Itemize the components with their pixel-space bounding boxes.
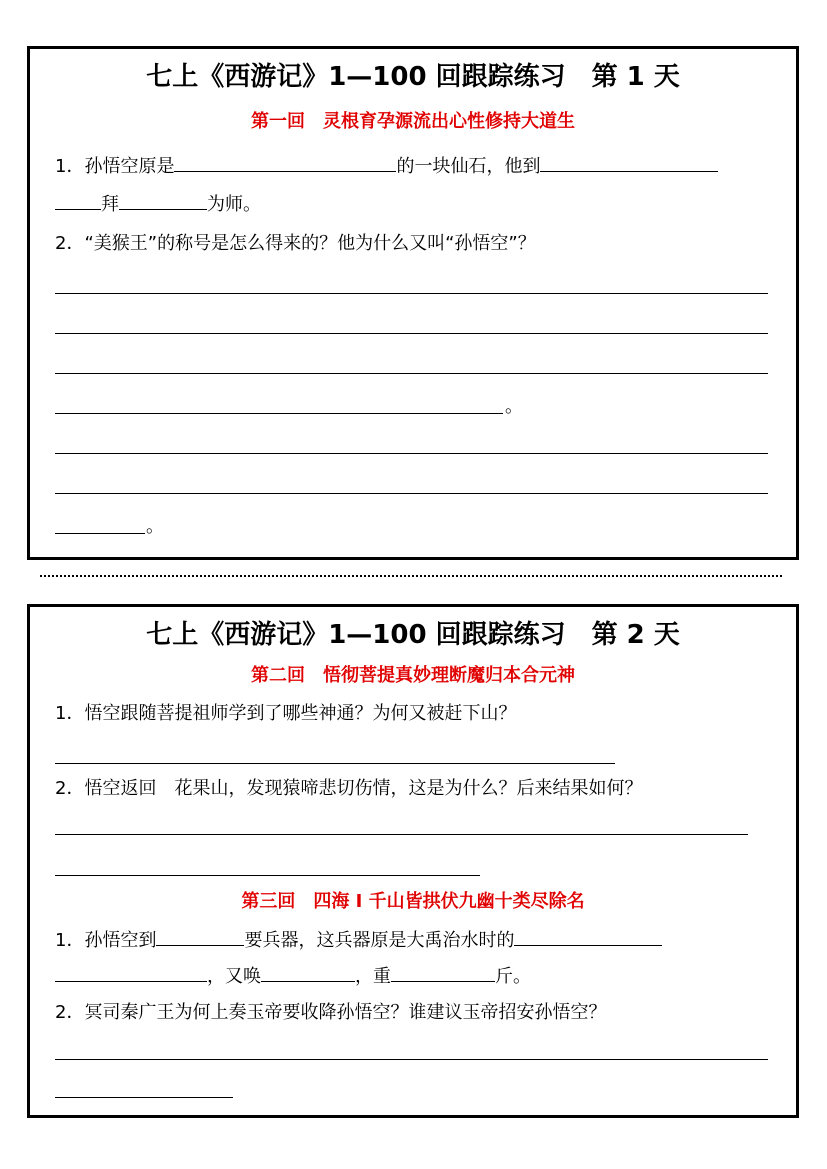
chapter-heading-3: 第三回 四海 I 千山皆拱伏九幽十类尽除名 bbox=[241, 891, 585, 912]
period-mark: 。 bbox=[146, 516, 164, 537]
question-1: 1．悟空跟随菩提祖师学到了哪些神通？为何又被赶下山？ bbox=[55, 703, 517, 724]
answer-blank[interactable] bbox=[119, 191, 207, 210]
answer-line[interactable] bbox=[55, 763, 615, 764]
worksheet-day-2 bbox=[27, 604, 799, 1118]
question-1-line-2: 拜 为师。 bbox=[55, 191, 261, 217]
page-title: 七上《西游记》1—100 回跟踪练习 第 1 天 bbox=[146, 62, 680, 92]
answer-blank[interactable] bbox=[55, 191, 101, 210]
answer-line[interactable] bbox=[55, 293, 768, 294]
answer-line[interactable] bbox=[55, 373, 768, 374]
question-4: 2．冥司秦广王为何上奏玉帝要收降孙悟空？谁建议玉帝招安孙悟空？ bbox=[55, 1002, 607, 1023]
answer-blank[interactable] bbox=[514, 927, 662, 946]
answer-line[interactable] bbox=[55, 834, 748, 835]
period-mark: 。 bbox=[505, 396, 523, 417]
answer-line[interactable] bbox=[55, 493, 768, 494]
worksheet-day-1 bbox=[27, 46, 799, 560]
chapter-heading-2: 第二回 悟彻菩提真妙理断魔归本合元神 bbox=[251, 665, 575, 686]
answer-blank[interactable] bbox=[261, 963, 355, 982]
chapter-heading-1: 第一回 灵根育孕源流出心性修持大道生 bbox=[251, 111, 575, 132]
answer-blank[interactable] bbox=[55, 963, 207, 982]
page-title: 七上《西游记》1—100 回跟踪练习 第 2 天 bbox=[146, 620, 680, 650]
dotted-separator bbox=[40, 575, 782, 577]
question-1-line-1: 1．孙悟空原是 的一块仙石，他到 bbox=[55, 153, 718, 179]
answer-line[interactable] bbox=[55, 875, 480, 876]
answer-blank[interactable] bbox=[174, 153, 396, 172]
question-3-line-1: 1．孙悟空到 要兵器，这兵器原是大禹治水时的 bbox=[55, 927, 662, 953]
answer-line[interactable] bbox=[55, 1059, 768, 1060]
answer-line[interactable] bbox=[55, 533, 145, 534]
answer-line[interactable] bbox=[55, 333, 768, 334]
answer-line[interactable] bbox=[55, 413, 503, 414]
question-2: 2．“美猴王”的称号是怎么得来的？他为什么又叫“孙悟空”？ bbox=[55, 233, 536, 254]
answer-blank[interactable] bbox=[156, 927, 244, 946]
answer-line[interactable] bbox=[55, 1097, 233, 1098]
question-3-line-2: ，又唤 ，重 斤。 bbox=[55, 963, 531, 989]
answer-blank[interactable] bbox=[391, 963, 495, 982]
answer-line[interactable] bbox=[55, 453, 768, 454]
question-2: 2．悟空返回 花果山，发现猿啼悲切伤情，这是为什么？后来结果如何？ bbox=[55, 778, 643, 799]
answer-blank[interactable] bbox=[540, 153, 718, 172]
